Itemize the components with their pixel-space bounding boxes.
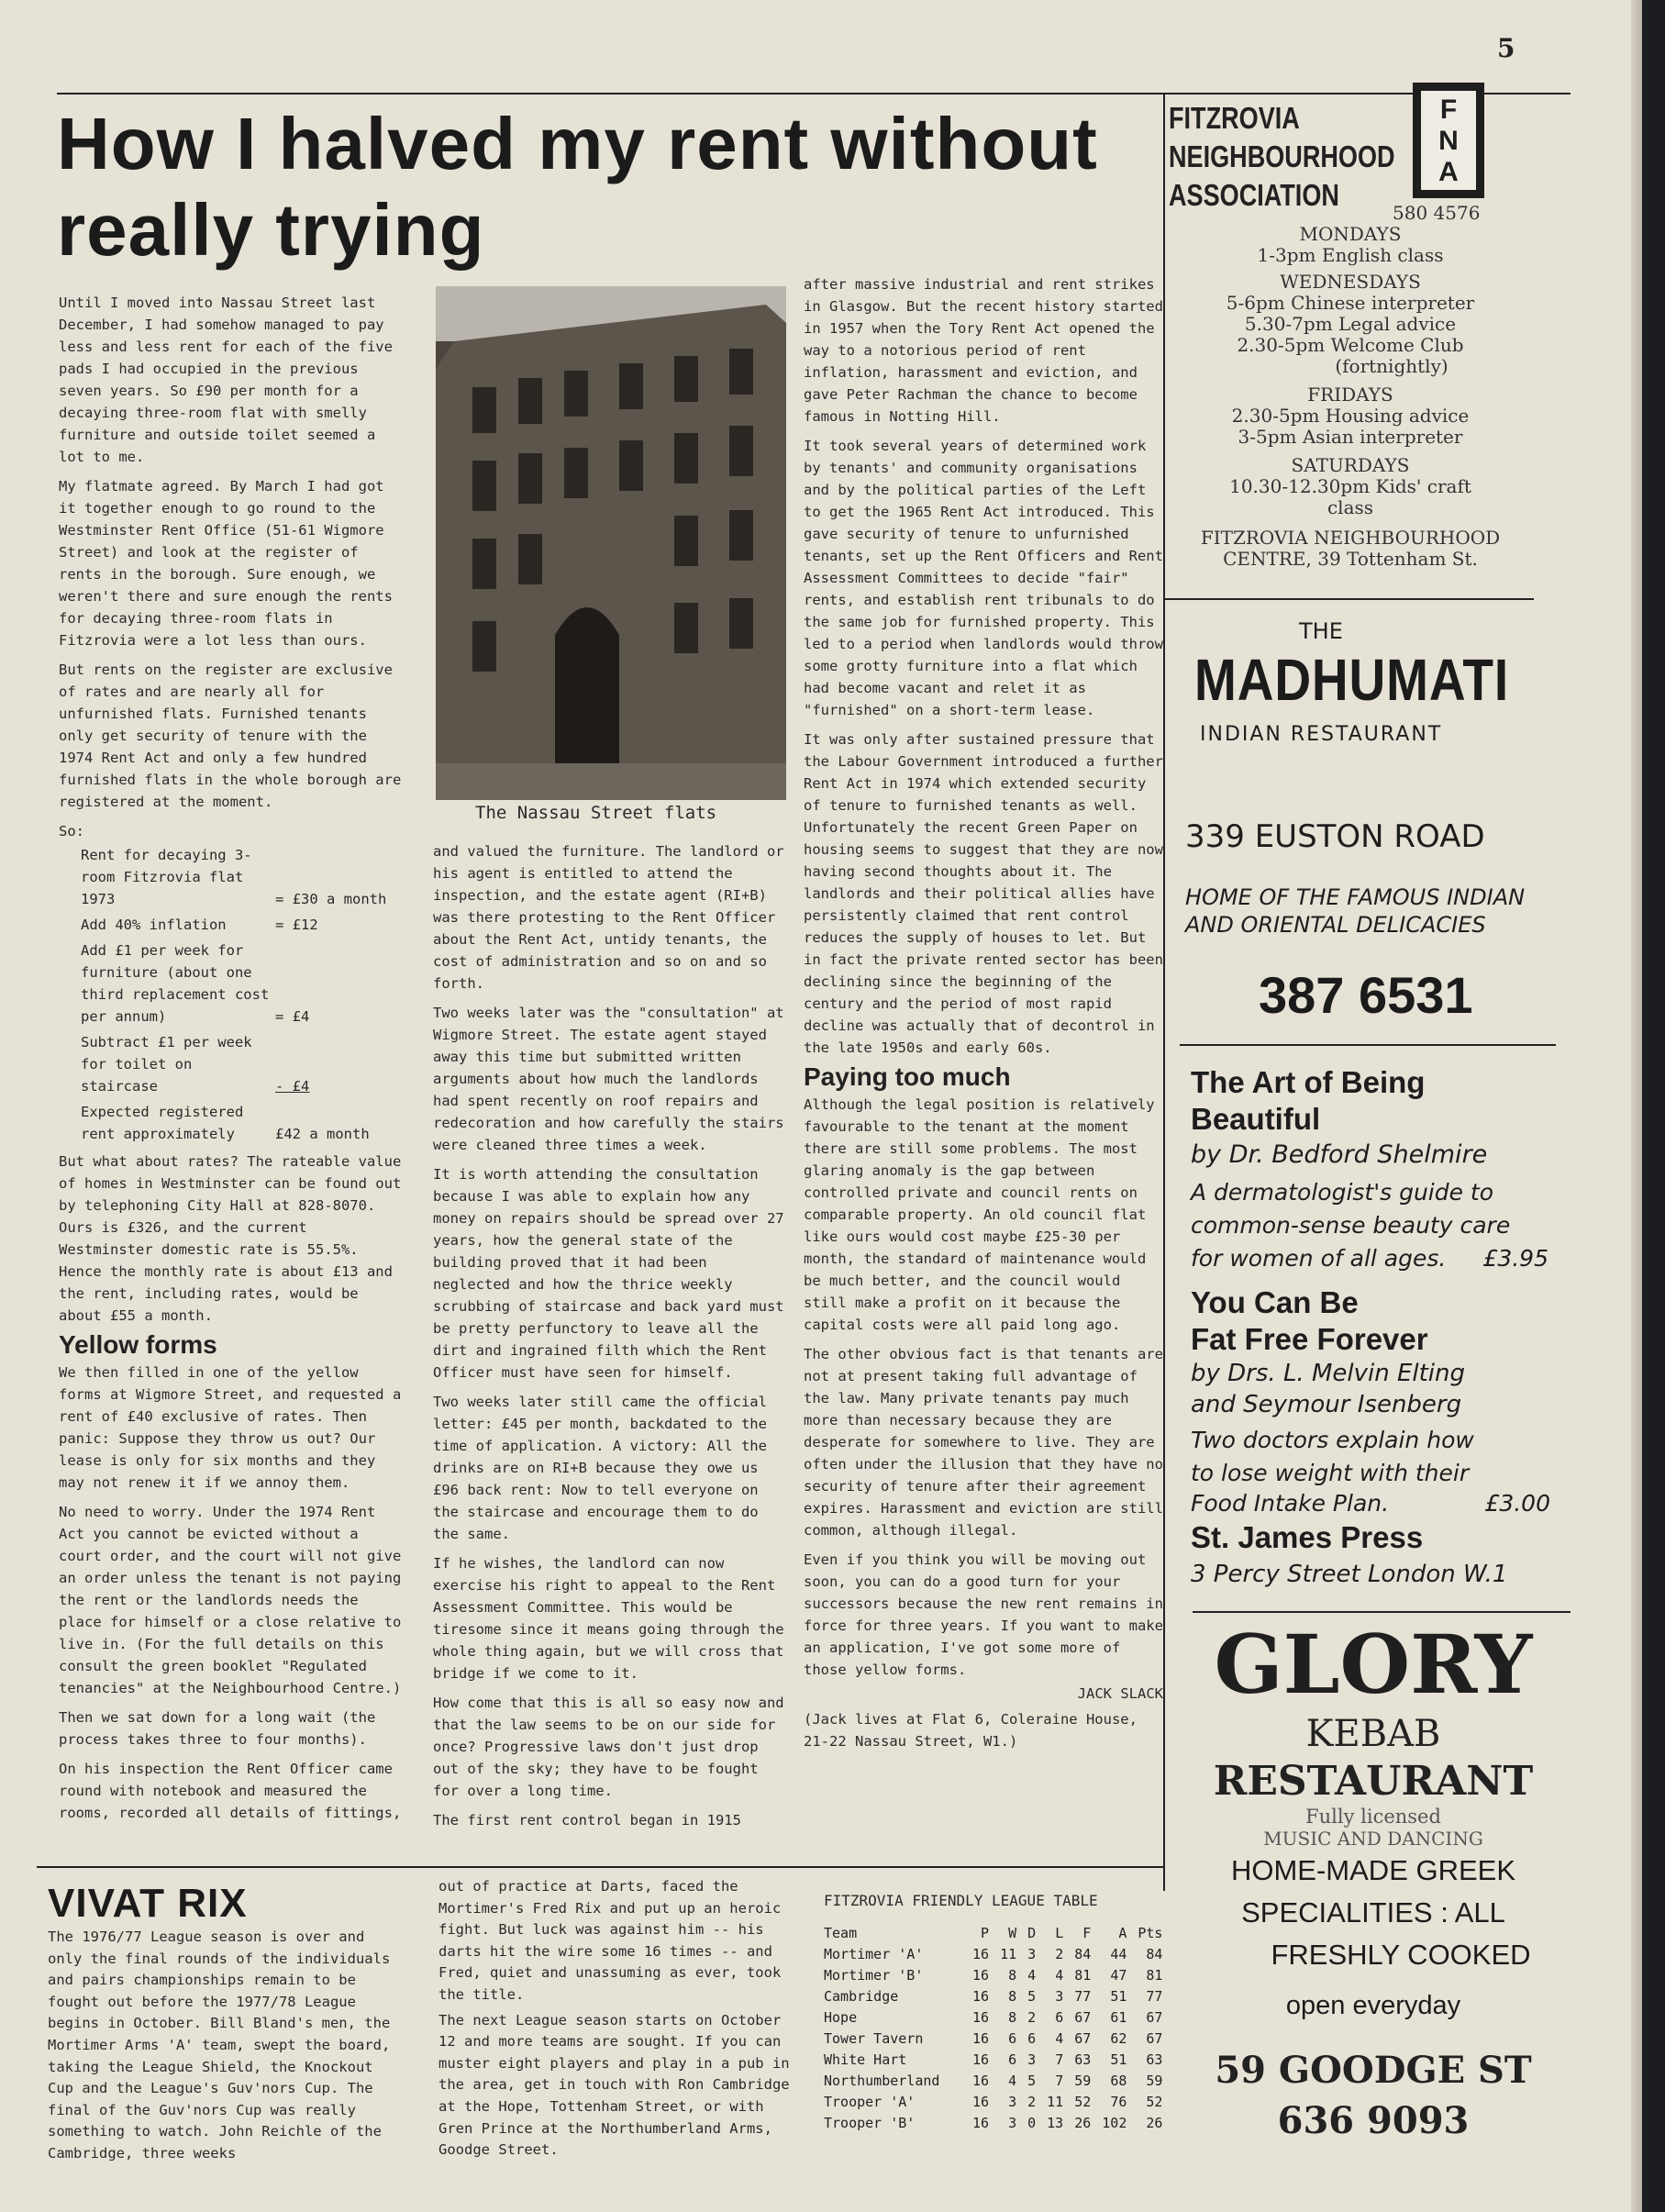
glory-line: Fully licensed (1305, 1806, 1441, 1828)
paragraph: But what about rates? The rateable value of homes in Westminster can be found out by telephoning City Hall at 828-8070. Ours is £326, and the current Westminster domestic rate is 55.5%. Hence the monthly rate is about £13 and the rent, including rates, would be about £55 a month. (59, 1153, 402, 1324)
paragraph: How come that this is all so easy now and that the law seems to be on our side for once? Progressive laws don't just drop out of the sky; they have to be fought for over a long time. (433, 1695, 784, 1799)
schedule-day: WEDNESDAYS (1280, 271, 1421, 293)
book-title: Beautiful (1191, 1102, 1321, 1136)
book-description: Food Intake Plan. (1191, 1490, 1390, 1517)
paragraph: It took several years of determined work by tenants' and community organisations and by the political parties of the Left to get the 1965 Rent Act introduced. This gave security of tenure to unfurnished tenants, set up the Rent Officers and Rent Assessment Committees to decide "fair" rents, and establish rent tribunals to do the same job for furnished property. This led to a period when landlords would throw some grotty furniture into a flat which had become vacant and relet it as "furnished" on a short-term lease. (804, 438, 1163, 718)
table-row (824, 2070, 1168, 2091)
cell: Mortimer 'A' (824, 1945, 924, 1962)
cell: 8 (1008, 1966, 1017, 1984)
book-title: The Art of Being (1191, 1065, 1426, 1099)
author-note: (Jack lives at Flat 6, Coleraine House, 21-22 Nassau Street, W1.) (804, 1711, 1138, 1750)
cell: 2 (1027, 2008, 1037, 2026)
nassau-street-photo (436, 286, 786, 800)
madhumati-advert (1171, 606, 1565, 1046)
table-row (824, 2091, 1168, 2112)
calc-row (81, 914, 405, 936)
glory-line: MUSIC AND DANCING (1263, 1828, 1483, 1850)
fna-advert (1167, 95, 1571, 602)
article-column-1 (59, 292, 405, 1831)
cell: Tower Tavern (824, 2029, 924, 2047)
schedule-item: class (1326, 496, 1374, 518)
madhumati-the: THE (1299, 618, 1343, 644)
cell: 2 (1055, 1945, 1064, 1962)
building-illustration (436, 286, 786, 800)
cell: 16 (972, 2072, 990, 2089)
schedule-item: 3-5pm Asian interpreter (1238, 426, 1463, 448)
publisher-address: 3 Percy Street London W.1 (1191, 1561, 1508, 1588)
table-row (824, 1964, 1168, 1985)
glory-line: FRESHLY COOKED (1271, 1939, 1531, 1971)
paragraph: My flatmate agreed. By March I had got it together enough to go round to the Westminster Rent Office (51-61 Wigmore Street) and look at the register of rents in the borough. Sure enough, we weren't there and sure enough the rents for decaying three-room flats in Fitzrovia were a lot less than ours. (59, 478, 393, 649)
schedule-day: FRIDAYS (1307, 383, 1393, 406)
madhumati-phone: 387 6531 (1259, 966, 1473, 1024)
cell: 26 (1074, 2114, 1092, 2131)
cell: 3 (1055, 1987, 1064, 2005)
fna-phone: 580 4576 (1393, 202, 1481, 224)
column-header: L (1055, 1924, 1064, 1941)
fna-logo (1413, 83, 1484, 198)
calc-label: Rent for decaying 3-room Fitzrovia flat 1973 (81, 847, 252, 907)
st-james-press-advert (1191, 1064, 1567, 1606)
cell: 59 (1146, 2072, 1163, 2089)
table-row (824, 2049, 1168, 2070)
glory-line: KEBAB (1305, 1713, 1441, 1755)
madhumati-tagline: AND ORIENTAL DELICACIES (1185, 912, 1486, 938)
book-price: £3.95 (1482, 1245, 1548, 1272)
cell: 4 (1027, 1966, 1037, 1984)
calc-label: Add £1 per week for furniture (about one third replacement cost per annum) (81, 942, 270, 1025)
column-header: Pts (1138, 1924, 1163, 1941)
schedule-item: 5.30-7pm Legal advice (1244, 313, 1457, 335)
league-table-grid (824, 1922, 1168, 2133)
madhumati-name: MADHUMATI (1194, 647, 1510, 713)
cell: 16 (972, 2029, 990, 2047)
column-header: W (1008, 1924, 1017, 1941)
book-description: Two doctors explain how (1191, 1427, 1474, 1453)
cell: White Hart (824, 2051, 907, 2068)
top-rule (57, 93, 1571, 94)
cell: 81 (1074, 1966, 1092, 1984)
paragraph: We then filled in one of the yellow forms at Wigmore Street, and requested a rent of £40 exclusive of rates. Then panic: Suppose they throw us out? Our lease is only for six months and they may not renew it if we annoy them. (59, 1364, 402, 1491)
schedule-item: 10.30-12.30pm Kids' craft (1229, 475, 1471, 497)
paragraph: The first rent control began in 1915 (433, 1812, 741, 1829)
cell: 0 (1027, 2114, 1037, 2131)
cell: 6 (1055, 2008, 1064, 2026)
table-header-row (824, 1922, 1168, 1943)
cell: Trooper 'A' (824, 2093, 916, 2110)
cell: 3 (1008, 2114, 1017, 2131)
cell: 3 (1008, 2093, 1017, 2110)
cell: 3 (1027, 1945, 1037, 1962)
cell: Cambridge (824, 1987, 899, 2005)
cell: 8 (1008, 1987, 1017, 2005)
cell: 81 (1146, 1966, 1163, 1984)
cell: 7 (1055, 2051, 1064, 2068)
calc-label: Expected registered rent approximately (81, 1104, 244, 1142)
column-header: F (1082, 1924, 1092, 1941)
sidebar-rule (1163, 93, 1165, 1891)
book-author: by Drs. L. Melvin Elting (1191, 1360, 1466, 1387)
cell: 4 (1008, 2072, 1017, 2089)
cell: Mortimer 'B' (824, 1966, 924, 1984)
paragraph: after massive industrial and rent strikes in Glasgow. But the recent history started in 1957 when the Tory Rent Act opened the way to a notorious period of rent inflation, harassment and eviction, and gave Peter Rachman the chance to become famous in Notting Hill. (804, 276, 1163, 425)
cell: 51 (1110, 1987, 1127, 2005)
column-header: Team (824, 1924, 858, 1941)
cell: 16 (972, 1945, 990, 1962)
cell: 16 (972, 1987, 990, 2005)
headline: How I halved my rent without really trying (57, 103, 1098, 271)
cell: 11 (1047, 2093, 1064, 2110)
glory-line: RESTAURANT (1213, 1758, 1534, 1805)
cell: 51 (1110, 2051, 1127, 2068)
paragraph: But rents on the register are exclusive of rates and are nearly all for unfurnished flats. Furnished tenants only get security of tenure with the 1974 Rent Act and only a few hundred furnished flats in the whole borough are registered at the moment. (59, 661, 402, 810)
cell: 6 (1008, 2029, 1017, 2047)
glory-phone: 636 9093 (1277, 2099, 1470, 2142)
league-table-title: FITZROVIA FRIENDLY LEAGUE TABLE (824, 1892, 1098, 1909)
vivat-column-2 (438, 1876, 798, 2169)
cell: 2 (1027, 2093, 1037, 2110)
cell: 63 (1146, 2051, 1163, 2068)
schedule-item: 1-3pm English class (1257, 244, 1444, 266)
cell: 16 (972, 2051, 990, 2068)
cell: 7 (1055, 2072, 1064, 2089)
book-description: common-sense beauty care (1191, 1212, 1511, 1239)
calc-row (81, 1031, 405, 1097)
so-label: So: (59, 823, 84, 839)
fna-address: FITZROVIA NEIGHBOURHOOD (1200, 527, 1501, 549)
calc-label: Subtract £1 per week for toilet on staircase (81, 1034, 252, 1095)
cell: 47 (1110, 1966, 1127, 1984)
paragraph: Then we sat down for a long wait (the process takes three to four months). (59, 1709, 376, 1748)
cell: 67 (1146, 2029, 1163, 2047)
paragraph: and valued the furniture. The landlord or his agent is entitled to attend the inspection, and the estate agent (RI+B) was there protesting to the Rent Officer about the Rent Act, untidy tenants, the cost of administration and so on and so forth. (433, 843, 784, 992)
cell: 26 (1146, 2114, 1163, 2131)
table-row (824, 2112, 1168, 2133)
ad-divider (1180, 1044, 1556, 1046)
book-description: A dermatologist's guide to (1191, 1179, 1494, 1206)
paragraph: If he wishes, the landlord can now exercise his right to appeal to the Rent Assessment Committee. This would be tiresome since it means going through the whole thing again, but we will cross that bridge if we come to it. (433, 1555, 784, 1682)
cell: 52 (1146, 2093, 1163, 2110)
paragraph: Until I moved into Nassau Street last December, I had somehow managed to pay less and less rent for each of the five pads I had occupied in the previous seven years. So £90 per month for a decaying three-room flat with smelly furniture and outside toilet seemed a lot to me. (59, 295, 393, 465)
cell: 16 (972, 2093, 990, 2110)
book-price: £3.00 (1484, 1490, 1550, 1517)
cell: 67 (1074, 2029, 1092, 2047)
paragraph: On his inspection the Rent Officer came round with notebook and measured the rooms, recorded all details of fittings, (59, 1761, 402, 1821)
schedule-item: 2.30-5pm Housing advice (1231, 405, 1470, 427)
publisher-name: St. James Press (1191, 1520, 1424, 1554)
cell: 77 (1074, 1987, 1092, 2005)
cell: 6 (1008, 2051, 1017, 2068)
calc-row (81, 1101, 405, 1145)
book-description: for women of all ages. (1191, 1245, 1447, 1272)
article-column-2 (433, 840, 789, 1839)
calc-label: Add 40% inflation (81, 917, 227, 933)
paragraph: Even if you think you will be moving out soon, you can do a good turn for your successors because the new rent remains in force for three years. If you want to make an application, I've got some more of those yellow forms. (804, 1551, 1163, 1678)
table-row (824, 1985, 1168, 2006)
vivat-column-1: The 1976/77 League season is over and only the final rounds of the individuals and pairs championships remain to be fought out before the 1977/78 League begins in October. Bill Bland's men, the Mortimer Arms 'A' team, swept the board, taking the League Shield, the Knockout Cup and the League's Guv'nors Cup. The final of the Guv'nors Cup was really something to watch. John Reichle of the Cambridge, three weeks (48, 1929, 391, 2162)
glory-line: HOME-MADE GREEK (1230, 1854, 1516, 1886)
glory-address: 59 GOODGE ST (1215, 2049, 1532, 2092)
cell: 61 (1110, 2008, 1127, 2026)
vivat-rix-title: VIVAT RIX (48, 1881, 248, 1926)
cell: Hope (824, 2008, 858, 2026)
paragraph: No need to worry. Under the 1974 Rent Act you cannot be evicted without a court order, and the court will not give an order unless the tenant is not paying the rent or the landlords needs the place for himself or a close relative to live in. (For the full details on this consult the green booklet "Regulated tenancies" at the Neighbourhood Centre.) (59, 1504, 402, 1696)
cell: 68 (1110, 2072, 1127, 2089)
page-number: 5 (1497, 33, 1515, 63)
paragraph: It was only after sustained pressure that the Labour Government introduced a further Rent Act in 1974 which extended security of tenure to furnished tenants as well. Unfortunately the recent Green Paper on housing seems to suggest that they are now having second thoughts about it. The landlords and their political allies have persistently claimed that rent control reduces the supply of houses to let. But in fact the private rented sector has been declining since the beginning of the century and the period of most rapid decline was actually that of decontrol in the late 1950s and early 60s. (804, 731, 1163, 1056)
fna-logo-text: FNA (1438, 94, 1459, 187)
cell: 84 (1074, 1945, 1092, 1962)
cell: 16 (972, 2114, 990, 2131)
calc-value: £42 a month (275, 1126, 370, 1142)
paragraph: The next League season starts on October 12 and more teams are sought. If you can muster eight players and play in a pub in the area, get in touch with Ron Cambridge at the Hope, Tottenham Street, or with Gren Prince at the Northumberland Arms, Goodge Street. (438, 2011, 790, 2159)
ad-divider (1193, 1611, 1571, 1613)
cell: 44 (1110, 1945, 1127, 1962)
calc-value: = £12 (275, 917, 318, 933)
cell: 13 (1047, 2114, 1064, 2131)
cell: 84 (1146, 1945, 1163, 1962)
madhumati-tagline: HOME OF THE FAMOUS INDIAN (1185, 884, 1526, 910)
glory-line: open everyday (1285, 1991, 1461, 2020)
column-header: A (1118, 1924, 1127, 1941)
calc-row (81, 939, 405, 1028)
cell: 77 (1146, 1987, 1163, 2005)
author-signature: JACK SLACK (1077, 1685, 1163, 1702)
cell: 59 (1074, 2072, 1092, 2089)
section-rule (37, 1866, 1165, 1868)
ad-divider (1165, 598, 1534, 600)
paragraph: out of practice at Darts, faced the Mortimer's Fred Rix and put up an heroic fight. But luck was against him -- his darts hit the wire some 16 times -- and Fred, quiet and unassuming as ever, took the title. (438, 1878, 782, 2003)
schedule-day: SATURDAYS (1291, 454, 1410, 476)
schedule-day: MONDAYS (1299, 223, 1402, 245)
cell: 63 (1074, 2051, 1092, 2068)
book-description: to lose weight with their (1191, 1460, 1470, 1486)
calc-value: = £4 (275, 1008, 310, 1025)
cell: 16 (972, 2008, 990, 2026)
cell: Northumberland (824, 2072, 940, 2089)
photo-caption: The Nassau Street flats (475, 803, 717, 823)
cell: 67 (1146, 2008, 1163, 2026)
cell: 11 (1000, 1945, 1017, 1962)
schedule-item: 5-6pm Chinese interpreter (1226, 292, 1475, 314)
column-header: D (1027, 1924, 1037, 1941)
paragraph: It is worth attending the consultation because I was able to explain how any money on repairs should be spread over 27 years, how the general state of the building proved that it had been neglected and how the thrice weekly scrubbing of staircase and back yard must be pretty perfunctory to leave all the dirt and ingrained filth which the Rent Officer must have seen for himself. (433, 1166, 784, 1381)
madhumati-subtitle: INDIAN RESTAURANT (1200, 723, 1443, 746)
fna-name-line: FITZROVIA (1169, 101, 1300, 135)
rent-calculation (59, 844, 405, 1145)
book-author: by Dr. Bedford Shelmire (1191, 1140, 1488, 1169)
cell: 102 (1102, 2114, 1127, 2131)
calc-value: - £4 (275, 1078, 310, 1095)
cell: 4 (1055, 2029, 1064, 2047)
cell: 6 (1027, 2029, 1037, 2047)
fna-name-line: ASSOCIATION (1169, 178, 1339, 212)
calc-row (81, 844, 405, 910)
cell: 5 (1027, 1987, 1037, 2005)
cell: Trooper 'B' (824, 2114, 916, 2131)
book-title: You Can Be (1191, 1285, 1359, 1319)
cell: 5 (1027, 2072, 1037, 2089)
fna-name-line: NEIGHBOURHOOD (1169, 139, 1395, 173)
schedule-item: (fortnightly) (1335, 355, 1449, 377)
calc-value: = £30 a month (275, 891, 387, 907)
article-column-3 (804, 273, 1163, 1760)
schedule-item: 2.30-5pm Welcome Club (1237, 334, 1464, 356)
cell: 67 (1074, 2008, 1092, 2026)
league-table (824, 1922, 1168, 2133)
table-row (824, 1943, 1168, 1964)
glory-name: GLORY (1214, 1617, 1533, 1712)
paragraph: The other obvious fact is that tenants are not at present taking full advantage of the law. Many private tenants pay much more than necessary because they are desperate for somewhere to live. They are often under the illusion that they have no security of tenure after their agreement expires. Harassment and eviction are still common, although illegal. (804, 1346, 1163, 1539)
paragraph: Although the legal position is relatively favourable to the tenant at the moment there are still some problems. The most glaring anomaly is the gap between controlled private and council rents on comparable property. An old council flat like ours would cost maybe £25-30 per month, the standard of maintenance would be much better, and the council would still make a profit on it because the capital costs were all paid long ago. (804, 1096, 1155, 1333)
paragraph: Two weeks later was the "consultation" at Wigmore Street. The estate agent stayed away this time but submitted written arguments about how much the landlords had spent recently on roof repairs and redecoration and how carefully the stairs were cleaned three times a week. (433, 1005, 784, 1153)
cell: 3 (1027, 2051, 1037, 2068)
table-row (824, 2028, 1168, 2049)
cell: 76 (1110, 2093, 1127, 2110)
cell: 16 (972, 1966, 990, 1984)
table-row (824, 2006, 1168, 2028)
cell: 52 (1074, 2093, 1092, 2110)
book-title: Fat Free Forever (1191, 1322, 1428, 1356)
fna-name (1169, 99, 1395, 215)
fna-schedule (1167, 224, 1534, 570)
book-author: and Seymour Isenberg (1191, 1391, 1462, 1418)
glory-line: SPECIALITIES : ALL (1241, 1896, 1505, 1929)
madhumati-address: 339 EUSTON ROAD (1185, 818, 1485, 855)
cell: 8 (1008, 2008, 1017, 2026)
fna-address: CENTRE, 39 Tottenham St. (1223, 548, 1478, 570)
cell: 62 (1110, 2029, 1127, 2047)
column-header: P (981, 1924, 990, 1941)
subheading-yellow-forms: Yellow forms (59, 1330, 217, 1359)
paragraph: Two weeks later still came the official letter: £45 per month, backdated to the time of application. A victory: All the drinks are on RI+B because they owe us £96 back rent: Now to tell everyone on the staircase and encourage them to do the same. (433, 1394, 767, 1542)
glory-kebab-advert (1176, 1618, 1571, 2196)
cell: 4 (1055, 1966, 1064, 1984)
subheading-paying-too-much: Paying too much (804, 1062, 1011, 1091)
